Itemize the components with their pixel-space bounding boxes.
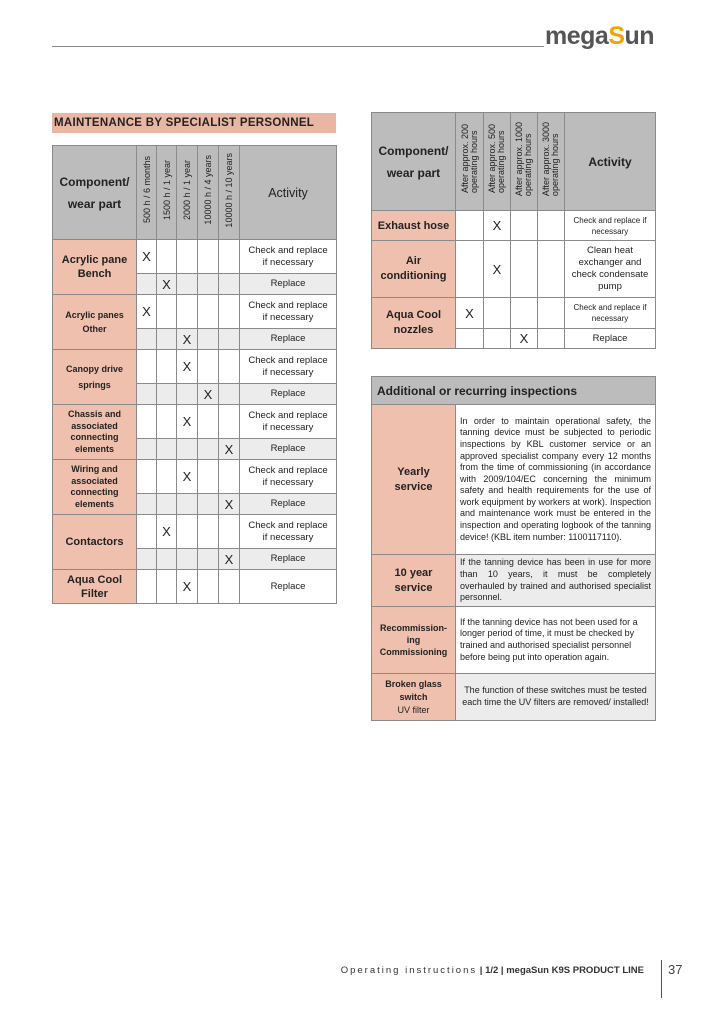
interval-mark: X bbox=[484, 241, 511, 298]
activity-cell: Check and replace if necessary bbox=[240, 295, 337, 329]
component-label: Chassis and associated connecting elements bbox=[53, 405, 137, 460]
interval-mark: X bbox=[198, 384, 219, 405]
inspection-label: 10 year service bbox=[372, 555, 456, 607]
interval-mark: X bbox=[456, 298, 484, 329]
interval-mark: X bbox=[137, 295, 157, 329]
activity-cell: Replace bbox=[240, 439, 337, 460]
inspection-text: The function of these switches must be tested each time the UV filters are removed/ installed! bbox=[456, 674, 656, 721]
component-label: Air conditioning bbox=[372, 241, 456, 298]
component-label: Aqua Cool nozzles bbox=[372, 298, 456, 349]
interval-mark: X bbox=[177, 570, 198, 604]
page-number: 37 bbox=[668, 962, 683, 977]
interval-mark: X bbox=[177, 405, 198, 439]
interval-header: 2000 h / 1 year bbox=[182, 159, 192, 221]
interval-mark: X bbox=[177, 329, 198, 350]
activity-cell: Replace bbox=[240, 329, 337, 350]
component-label: Contactors bbox=[53, 515, 137, 570]
inspections-table bbox=[371, 376, 656, 721]
activity-cell: Check and replace if necessary bbox=[565, 211, 656, 241]
component-label: Exhaust hose bbox=[372, 211, 456, 241]
interval-mark: X bbox=[177, 460, 198, 494]
component-label: Canopy drive springs bbox=[53, 350, 137, 405]
inspections-title: Additional or recurring inspections bbox=[372, 377, 656, 405]
activity-cell: Check and replace if necessary bbox=[240, 350, 337, 384]
activity-cell: Clean heat exchanger and check condensate pump bbox=[565, 241, 656, 298]
inspection-label: Recommission- ing Commissioning bbox=[372, 607, 456, 674]
activity-cell: Replace bbox=[240, 494, 337, 515]
maintenance-table bbox=[52, 145, 337, 604]
footer-text: Operating instructions | 1/2 | megaSun K9S PRODUCT LINE bbox=[340, 965, 644, 976]
section-title: MAINTENANCE BY SPECIALIST PERSONNEL bbox=[52, 113, 336, 133]
megasun-logo: megaSun bbox=[545, 22, 655, 50]
interval-mark: X bbox=[219, 549, 240, 570]
component-label: Aqua Cool Filter bbox=[53, 570, 137, 604]
component-label: Acrylic panes Other bbox=[53, 295, 137, 350]
interval-header: After approx. 1000 operating hours bbox=[514, 121, 533, 197]
column-header-component: Component/ wear part bbox=[372, 113, 456, 211]
inspection-text: If the tanning device has been in use for more than 10 years, it must be completely overhauled by trained and authorised specialist personnel. bbox=[456, 555, 656, 607]
inspection-text: In order to maintain operational safety, the tanning device must be subjected to periodic inspections by KBL customer service or an approved specialist company every 12 months from the time of commissioning (in accordance with 2009/104/EC concerning the minimum safety and health requirements for the use of work equipment by workers at work). Inspection and maintenance work must be entered in the inspection and operating logbook of the tanning device! (KBL item number: 1100117110). bbox=[456, 405, 656, 555]
activity-cell: Check and replace if necessary bbox=[240, 240, 337, 274]
interval-mark: X bbox=[137, 240, 157, 274]
activity-cell: Replace bbox=[565, 329, 656, 349]
interval-header: 1500 h / 1 year bbox=[161, 159, 172, 221]
interval-header: 10000 h / 10 years bbox=[224, 152, 234, 228]
interval-mark: X bbox=[157, 274, 177, 295]
interval-header: 10000 h / 4 years bbox=[203, 155, 213, 225]
interval-header: 500 h / 6 months bbox=[141, 156, 152, 224]
inspection-label bbox=[372, 674, 456, 721]
component-label: Wiring and associated connecting elements bbox=[53, 460, 137, 515]
inspection-text: If the tanning device has not been used for a longer period of time, it must be checked by trained and authorised specialist personnel before being put into operation again. bbox=[456, 607, 656, 674]
activity-cell: Replace bbox=[240, 384, 337, 405]
interval-mark: X bbox=[219, 494, 240, 515]
component-label: Acrylic pane Bench bbox=[53, 240, 137, 295]
interval-mark: X bbox=[511, 329, 538, 349]
header-rule bbox=[52, 46, 544, 47]
inspection-label: Yearly service bbox=[372, 405, 456, 555]
interval-mark: X bbox=[157, 515, 177, 549]
interval-header: After approx. 3000 operating hours bbox=[541, 121, 560, 197]
activity-cell: Check and replace if necessary bbox=[240, 460, 337, 494]
interval-header: After approx. 500 operating hours bbox=[487, 124, 506, 194]
activity-cell: Replace bbox=[240, 549, 337, 570]
inspection-sublabel: UV filter bbox=[397, 704, 430, 715]
interval-mark: X bbox=[177, 350, 198, 384]
inspection-label-main: Broken glass switch bbox=[385, 678, 442, 702]
activity-cell: Check and replace if necessary bbox=[565, 298, 656, 329]
interval-mark: X bbox=[484, 211, 511, 241]
column-header-component: Component/ wear part bbox=[53, 146, 137, 240]
operating-hours-table bbox=[371, 112, 656, 349]
footer-divider bbox=[661, 960, 662, 998]
column-header-activity: Activity bbox=[240, 146, 337, 240]
activity-cell: Check and replace if necessary bbox=[240, 405, 337, 439]
interval-header: After approx. 200 operating hours bbox=[459, 124, 479, 194]
interval-mark: X bbox=[219, 439, 240, 460]
activity-cell: Replace bbox=[240, 274, 337, 295]
column-header-activity: Activity bbox=[565, 113, 656, 211]
activity-cell: Check and replace if necessary bbox=[240, 515, 337, 549]
activity-cell: Replace bbox=[240, 570, 337, 604]
